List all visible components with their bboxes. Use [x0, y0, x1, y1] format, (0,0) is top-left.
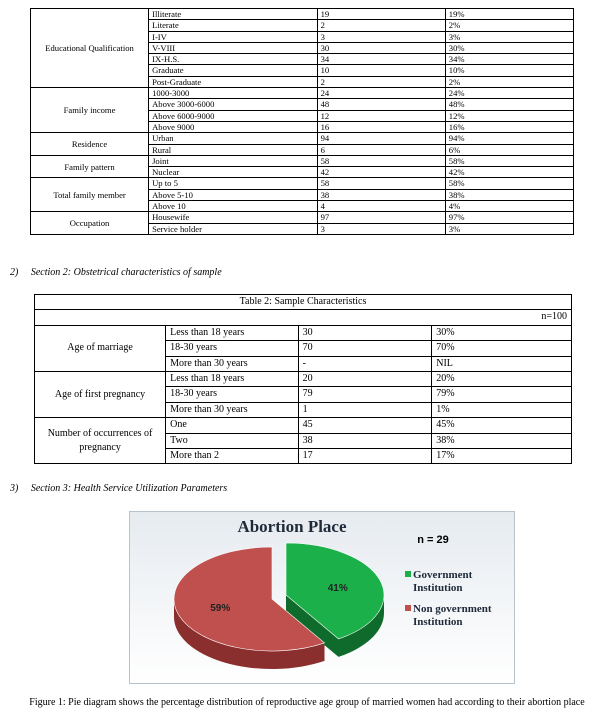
legend-label: Government Institution [413, 569, 473, 594]
percent-cell: 45% [432, 418, 572, 433]
percent-cell: 79% [432, 387, 572, 402]
number-cell: 38 [317, 189, 445, 200]
option-cell: Graduate [149, 65, 318, 76]
number-cell: 30 [298, 325, 432, 340]
number-cell: 16 [317, 121, 445, 132]
pie-chart [130, 512, 514, 683]
section-3-number: 3) [10, 483, 19, 494]
category-cell: Residence [31, 133, 149, 156]
table-row [35, 418, 572, 433]
option-cell: Above 5-10 [149, 189, 318, 200]
number-cell: 3 [317, 223, 445, 234]
option-cell: Above 3000-6000 [149, 99, 318, 110]
option-cell: I-IV [149, 31, 318, 42]
percent-cell: 6% [445, 144, 573, 155]
category-cell: Age of first pregnancy [35, 371, 166, 417]
percent-cell: 2% [445, 76, 573, 87]
number-cell: 2 [317, 76, 445, 87]
number-cell: 4 [317, 201, 445, 212]
sample-size-label: n=100 [35, 310, 572, 325]
option-cell: Post-Graduate [149, 76, 318, 87]
option-cell: Nuclear [149, 167, 318, 178]
option-cell: Joint [149, 155, 318, 166]
option-cell: Above 9000 [149, 121, 318, 132]
number-cell: 12 [317, 110, 445, 121]
number-cell: 58 [317, 178, 445, 189]
percent-cell: NIL [432, 356, 572, 371]
option-cell: Two [166, 433, 298, 448]
number-cell: 58 [317, 155, 445, 166]
table-row [31, 88, 574, 99]
option-cell: Housewife [149, 212, 318, 223]
option-cell: Less than 18 years [166, 371, 298, 386]
number-cell: 97 [317, 212, 445, 223]
legend-label: Non government Institution [413, 603, 492, 628]
number-cell: 34 [317, 54, 445, 65]
percent-cell: 48% [445, 99, 573, 110]
number-cell: 70 [298, 341, 432, 356]
legend-swatch [405, 605, 411, 611]
number-cell: 24 [317, 88, 445, 99]
option-cell: Urban [149, 133, 318, 144]
category-cell: Educational Qualification [31, 9, 149, 88]
percent-cell: 1% [432, 402, 572, 417]
option-cell: Illiterate [149, 9, 318, 20]
option-cell: One [166, 418, 298, 433]
option-cell: 18-30 years [166, 341, 298, 356]
option-cell: More than 30 years [166, 356, 298, 371]
abortion-place-chart [129, 511, 515, 684]
percent-cell: 19% [445, 9, 573, 20]
table-row [31, 9, 574, 20]
percent-cell: 10% [445, 65, 573, 76]
section-2-number: 2) [10, 267, 19, 278]
percent-cell: 58% [445, 178, 573, 189]
section-3-heading [10, 483, 227, 494]
percent-cell: 30% [432, 325, 572, 340]
percent-cell: 34% [445, 54, 573, 65]
option-cell: Service holder [149, 223, 318, 234]
table-row [31, 133, 574, 144]
option-cell: Less than 18 years [166, 325, 298, 340]
percent-cell: 20% [432, 371, 572, 386]
percent-cell: 4% [445, 201, 573, 212]
table-row [31, 178, 574, 189]
section-2-heading [10, 267, 222, 278]
number-cell: 45 [298, 418, 432, 433]
percent-cell: 2% [445, 20, 573, 31]
option-cell: 1000-3000 [149, 88, 318, 99]
number-cell: 10 [317, 65, 445, 76]
option-cell: Rural [149, 144, 318, 155]
percent-cell: 17% [432, 448, 572, 463]
demographic-table [30, 8, 574, 235]
percent-cell: 97% [445, 212, 573, 223]
table-title: Table 2: Sample Characteristics [35, 295, 572, 310]
number-cell: 1 [298, 402, 432, 417]
number-cell: 48 [317, 99, 445, 110]
number-cell: 17 [298, 448, 432, 463]
percent-cell: 38% [432, 433, 572, 448]
option-cell: More than 30 years [166, 402, 298, 417]
option-cell: Up to 5 [149, 178, 318, 189]
number-cell: 20 [298, 371, 432, 386]
option-cell: Above 10 [149, 201, 318, 212]
percent-cell: 94% [445, 133, 573, 144]
section-3-title: Section 3: Health Service Utilization Parameters [30, 483, 228, 494]
section-2-title: Section 2: Obstetrical characteristics of sample [30, 267, 222, 278]
option-cell: V-VIII [149, 42, 318, 53]
option-cell: More than 2 [166, 448, 298, 463]
number-cell: 2 [317, 20, 445, 31]
option-cell: 18-30 years [166, 387, 298, 402]
number-cell: 79 [298, 387, 432, 402]
percent-cell: 30% [445, 42, 573, 53]
data-label: 41% [327, 583, 348, 595]
legend-swatch [405, 571, 411, 577]
number-cell: 38 [298, 433, 432, 448]
table-row [31, 155, 574, 166]
percent-cell: 12% [445, 110, 573, 121]
number-cell: - [298, 356, 432, 371]
percent-cell: 24% [445, 88, 573, 99]
number-cell: 42 [317, 167, 445, 178]
chart-title: Abortion Place [237, 517, 347, 536]
number-cell: 3 [317, 31, 445, 42]
option-cell: Literate [149, 20, 318, 31]
percent-cell: 58% [445, 155, 573, 166]
category-cell: Total family member [31, 178, 149, 212]
percent-cell: 42% [445, 167, 573, 178]
percent-cell: 70% [432, 341, 572, 356]
number-cell: 6 [317, 144, 445, 155]
option-cell: IX-H.S. [149, 54, 318, 65]
category-cell: Age of marriage [35, 325, 166, 371]
percent-cell: 3% [445, 31, 573, 42]
category-cell: Family pattern [31, 155, 149, 178]
option-cell: Above 6000-9000 [149, 110, 318, 121]
chart-n-label: n = 29 [417, 534, 449, 546]
table-row [35, 325, 572, 340]
category-cell: Occupation [31, 212, 149, 235]
figure-caption: Figure 1: Pie diagram shows the percentage distribution of reproductive age group of married women had according to their abortion place [29, 697, 585, 708]
chart-legend [405, 569, 492, 628]
percent-cell: 16% [445, 121, 573, 132]
sample-characteristics-table [34, 294, 572, 464]
table-row [35, 371, 572, 386]
category-cell: Family income [31, 88, 149, 133]
number-cell: 19 [317, 9, 445, 20]
table-row [31, 212, 574, 223]
category-cell: Number of occurrences of pregnancy [35, 418, 166, 464]
data-label: 59% [210, 602, 231, 614]
percent-cell: 3% [445, 223, 573, 234]
percent-cell: 38% [445, 189, 573, 200]
number-cell: 94 [317, 133, 445, 144]
number-cell: 30 [317, 42, 445, 53]
